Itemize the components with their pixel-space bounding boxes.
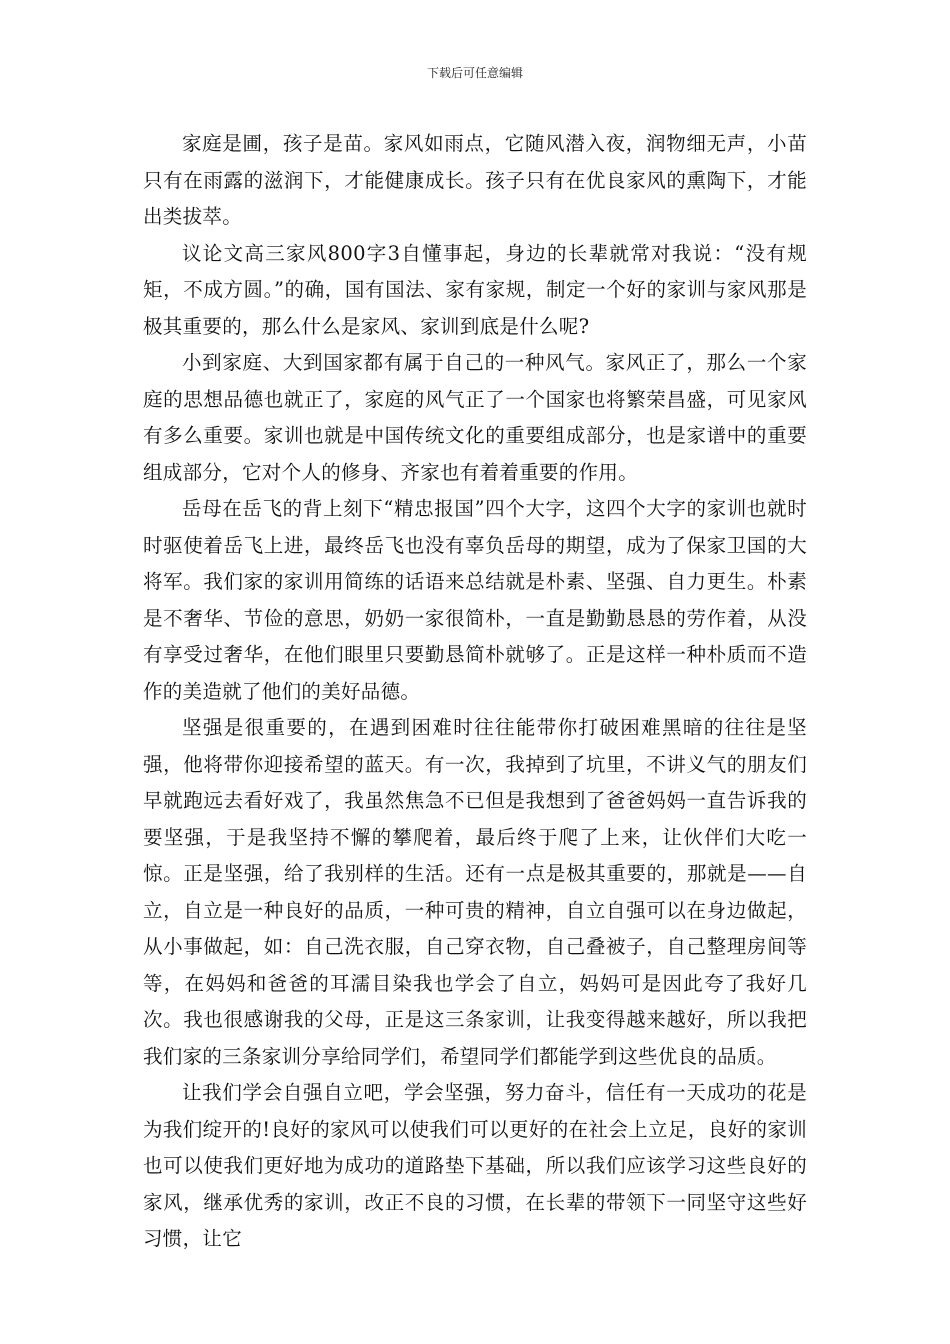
paragraph-4: 岳母在岳飞的背上刻下“精忠报国”四个大字，这四个大字的家训也就时时驱使着岳飞上进，最终岳飞也没有辜负岳母的期望，成为了保家卫国的大将军。我们家的家训用简练的话语来总结就是朴素、坚强、自力更生。朴素是不奢华、节俭的意思，奶奶一家很简朴，一直是勤勤恳恳的劳作着，从没有享受过奢华，在他们眼里只要勤恳简朴就够了。正是这样一种朴质而不造作的美造就了他们的美好品德。 bbox=[143, 497, 807, 703]
paragraph-3: 小到家庭、大到国家都有属于自己的一种风气。家风正了，那么一个家庭的思想品德也就正了，家庭的风气正了一个国家也将繁荣昌盛，可见家风有多么重要。家训也就是中国传统文化的重要组成部分，也是家谱中的重要组成部分，它对个人的修身、齐家也有着着重要的作用。 bbox=[143, 351, 807, 484]
paragraph-2: 议论文高三家风800字3自懂事起，身边的长辈就常对我说：“没有规矩，不成方圆。”的确，国有国法、家有家规，制定一个好的家训与家风那是极其重要的，那么什么是家风、家训到底是什么呢? bbox=[143, 241, 807, 338]
paragraph-6: 让我们学会自强自立吧，学会坚强，努力奋斗，信任有一天成功的花是为我们绽开的!良好的家风可以使我们可以更好的在社会上立足，良好的家训也可以使我们更好地为成功的道路垫下基础，所以我们应该学习这些良好的家风，继承优秀的家训，改正不良的习惯，在长辈的带领下一同坚守这些好习惯，让它 bbox=[143, 1081, 807, 1250]
page-header: 下载后可任意编辑 bbox=[426, 66, 523, 80]
document-body bbox=[143, 126, 807, 1258]
paragraph-5: 坚强是很重要的，在遇到困难时往往能带你打破困难黑暗的往往是坚强，他将带你迎接希望的蓝天。有一次，我掉到了坑里，不讲义气的朋友们早就跑远去看好戏了，我虽然焦急不已但是我想到了爸爸妈妈一直告诉我的要坚强，于是我坚持不懈的攀爬着，最后终于爬了上来，让伙伴们大吃一惊。正是坚强，给了我别样的生活。还有一点是极其重要的，那就是——自立，自立是一种良好的品质，一种可贵的精神，自立自强可以在身边做起，从小事做起，如：自己洗衣服，自己穿衣物，自己叠被子，自己整理房间等等，在妈妈和爸爸的耳濡目染我也学会了自立，妈妈可是因此夸了我好几次。我也很感谢我的父母，正是这三条家训，让我变得越来越好，所以我把我们家的三条家训分享给同学们，希望同学们都能学到这些优良的品质。 bbox=[143, 716, 807, 1068]
paragraph-1: 家庭是圃，孩子是苗。家风如雨点，它随风潜入夜，润物细无声，小苗只有在雨露的滋润下，才能健康成长。孩子只有在优良家风的熏陶下，才能出类拔萃。 bbox=[143, 132, 807, 228]
